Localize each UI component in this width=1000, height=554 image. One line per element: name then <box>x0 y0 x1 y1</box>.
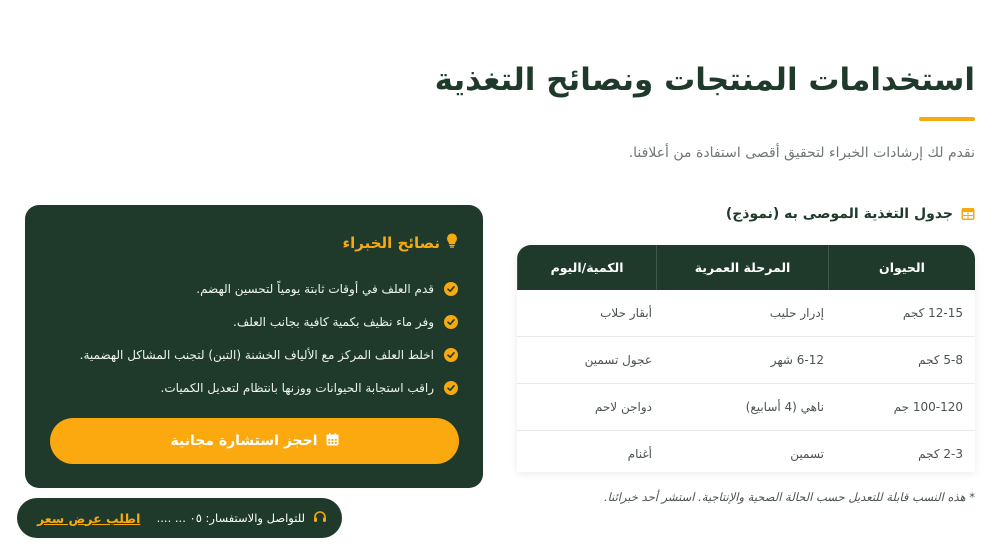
table-cell: 6-12 شهر <box>770 353 824 367</box>
feeding-table <box>517 245 975 472</box>
calendar-icon <box>326 433 339 450</box>
list-item <box>80 272 458 305</box>
contact-info <box>157 510 327 527</box>
check-circle-icon <box>444 315 458 329</box>
tip-text: راقب استجابة الحيوانات ووزنها بانتظام لتعديل الكميات. <box>160 380 434 395</box>
tips-list <box>80 272 458 404</box>
table-header-cell: الكمية/اليوم <box>517 245 656 290</box>
section-title: استخدامات المنتجات ونصائح التغذية <box>434 62 975 98</box>
table-header-cell: الحيوان <box>828 245 975 290</box>
feeding-table-heading-label: جدول التغذية الموصى به (نموذج) <box>725 206 953 222</box>
tip-text: وفر ماء نظيف بكمية كافية بجانب العلف. <box>233 314 434 329</box>
tips-title-label: نصائح الخبراء <box>342 233 440 252</box>
expert-tips-card <box>25 205 483 488</box>
table-cell: أبقار حلاب <box>600 306 652 320</box>
feeding-table-heading <box>726 206 975 222</box>
check-circle-icon <box>444 381 458 395</box>
table-cell: 2-3 كجم <box>918 447 963 461</box>
table-cell: تسمين <box>790 447 824 461</box>
contact-text: للتواصل والاستفسار: ٠٥ ... .... <box>156 511 305 525</box>
tip-text: اخلط العلف المركز مع الألياف الخشنة (التبن) لتجنب المشاكل الهضمية. <box>79 347 434 362</box>
table-cell: ناهي (4 أسابيع) <box>745 400 824 414</box>
headset-icon <box>313 510 327 527</box>
table-cell: أغنام <box>627 447 652 461</box>
request-quote-link[interactable]: اطلب عرض سعر <box>37 510 141 526</box>
table-cell: دواجن لاحم <box>594 400 652 414</box>
list-item <box>80 305 458 338</box>
table-row <box>517 384 975 431</box>
table-cell: إدرار حليب <box>769 306 824 320</box>
lightbulb-icon <box>446 233 458 252</box>
table-footnote: * هذه النسب قابلة للتعديل حسب الحالة الصحية والإنتاجية. استشر أحد خبرائنا. <box>603 490 975 504</box>
title-underline <box>919 117 975 121</box>
tips-title <box>342 233 458 252</box>
table-header-row <box>517 245 975 290</box>
list-item <box>80 338 458 371</box>
check-circle-icon <box>444 282 458 296</box>
list-item <box>80 371 458 404</box>
check-circle-icon <box>444 348 458 362</box>
tip-text: قدم العلف في أوقات ثابتة يومياً لتحسين الهضم. <box>196 281 434 296</box>
table-cell: 12-15 كجم <box>902 306 963 320</box>
table-cell: عجول تسمين <box>584 353 652 367</box>
table-header-cell: المرحلة العمرية <box>656 245 828 290</box>
contact-bar <box>17 498 342 538</box>
table-icon <box>961 207 975 221</box>
table-row <box>517 290 975 337</box>
book-consultation-button[interactable] <box>50 418 459 464</box>
table-row <box>517 337 975 384</box>
section-subtitle: نقدم لك إرشادات الخبراء لتحقيق أقصى استفادة من أعلافنا. <box>628 145 975 161</box>
book-consultation-label: احجز استشارة مجانية <box>170 433 318 449</box>
table-cell: 5-8 كجم <box>918 353 963 367</box>
table-cell: 100-120 جم <box>893 400 963 414</box>
table-row <box>517 431 975 472</box>
